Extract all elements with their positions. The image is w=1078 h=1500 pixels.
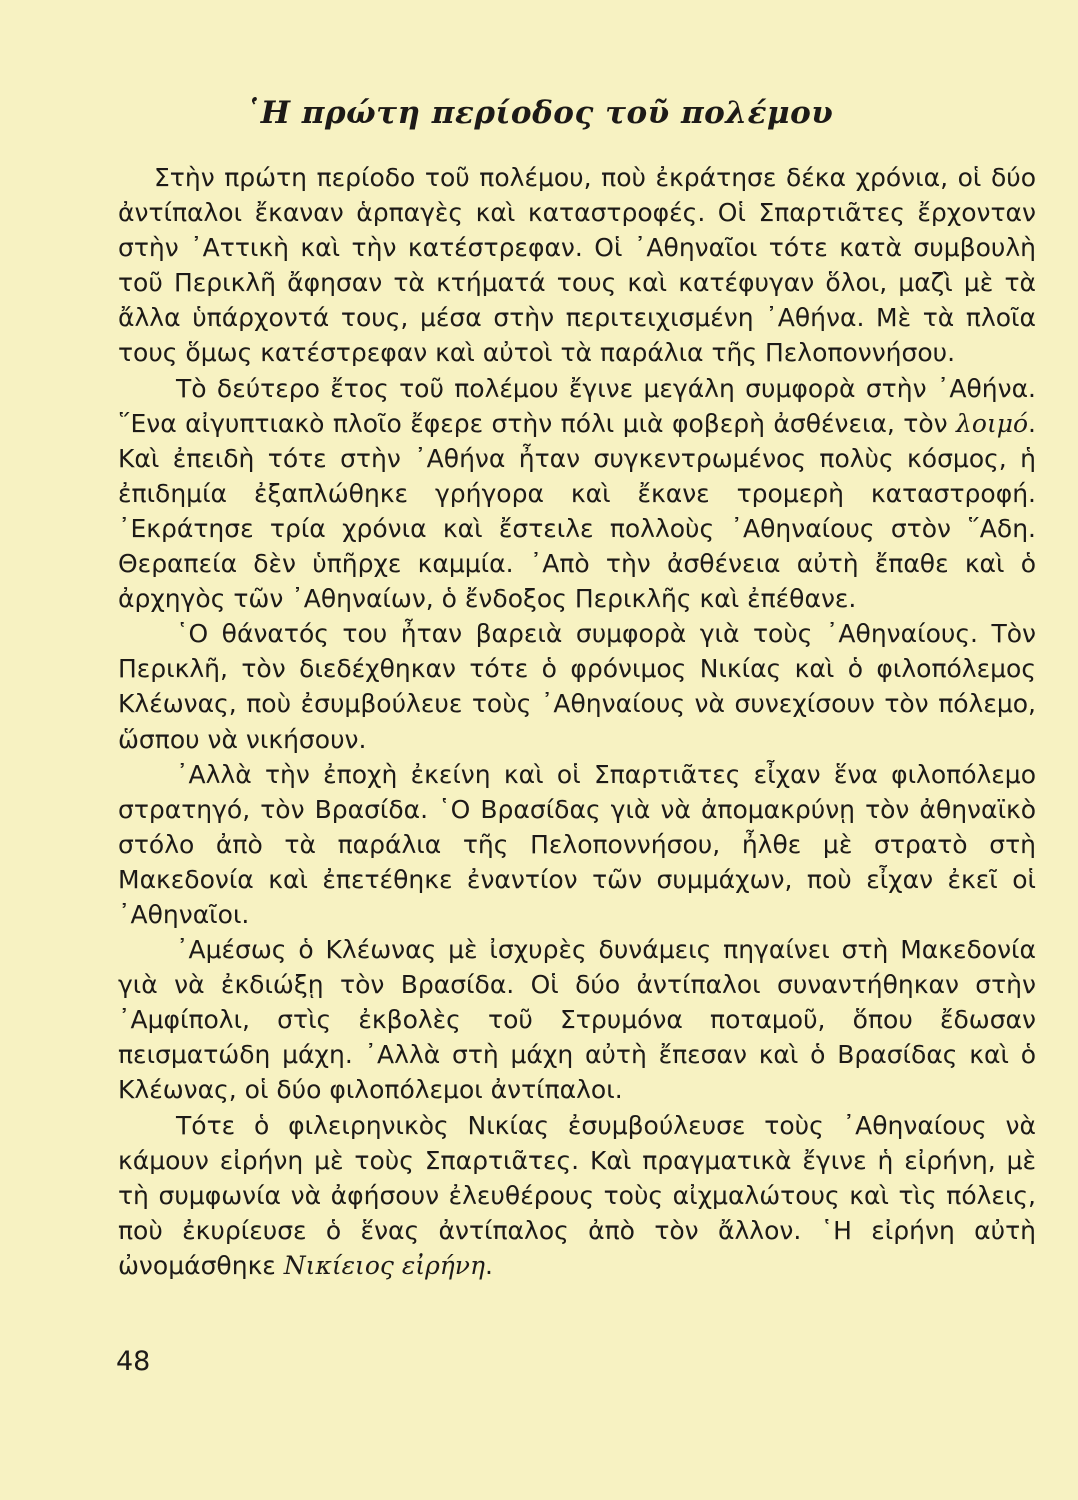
paragraph-4: ᾿Αλλὰ τὴν ἐποχὴ ἐκείνη καὶ οἱ Σπαρτιᾶτες εἶχαν ἕνα φιλοπόλεμο στρατηγό, τὸν Βρασίδα. ῾Ο Βρασίδας γιὰ νὰ ἀπομακρύνῃ τὸν ἀθηναϊκὸ στόλο ἀπὸ τὰ παράλια τῆς Πελοποννήσου, ἦλθε μὲ στρατὸ στὴ Μακεδονία καὶ ἐπετέθηκε ἐναντίον τῶν συμμάχων, ποὺ εἶχαν ἐκεῖ οἱ ᾿Αθηναῖοι.: [118, 759, 1036, 929]
paragraph-6-end: .: [484, 1250, 493, 1280]
paragraph-2: [118, 371, 1036, 617]
page-number: 48: [116, 1346, 151, 1377]
body-text: [118, 160, 1036, 1283]
chapter-title: ῾Η πρώτη περίοδος τοῦ πολέμου: [244, 95, 834, 131]
paragraph-6-start: Τότε ὁ φιλειρηνικὸς Νικίας ἐσυμβούλευσε τοὺς ᾿Αθηναίους νὰ κάμουν εἰρήνη μὲ τοὺς Σπαρτιᾶτες. Καὶ πραγματικὰ ἔγινε ἡ εἰρήνη, μὲ τὴ συμφωνία νὰ ἀφήσουν ἐλευθέρους τοὺς αἰχμαλώτους καὶ τὶς πόλεις, ποὺ ἐκυρίευσε ὁ ἕνας ἀντίπαλος ἀπὸ τὸν ἄλλον. ῾Η εἰρήνη αὐτὴ ὠνομάσθηκε: [118, 1110, 1036, 1280]
paragraph-6: [118, 1108, 1036, 1283]
paragraph-3: ῾Ο θάνατός του ἦταν βαρειὰ συμφορὰ γιὰ τοὺς ᾿Αθηναίους. Τὸν Περικλῆ, τὸν διεδέχθηκαν τότε ὁ φρόνιμος Νικίας καὶ ὁ φιλοπόλεμος Κλέωνας, ποὺ ἐσυμβούλευε τοὺς ᾿Αθηναίους νὰ συνεχίσουν τὸν πόλεμο, ὥσπου νὰ νικήσουν.: [118, 619, 1036, 754]
paragraph-1: Στὴν πρώτη περίοδο τοῦ πολέμου, ποὺ ἐκράτησε δέκα χρόνια, οἱ δύο ἀντίπαλοι ἔκαναν ἁρπαγὲς καὶ καταστροφές. Οἱ Σπαρτιᾶτες ἔρχονταν στὴν ᾿Αττικὴ καὶ τὴν κατέστρεφαν. Οἱ ᾿Αθηναῖοι τότε κατὰ συμβουλὴ τοῦ Περικλῆ ἄφησαν τὰ κτήματά τους καὶ κατέφυγαν ὅλοι, μαζὶ μὲ τὰ ἄλλα ὑπάρχοντά τους, μέσα στὴν περιτειχισμένη ᾿Αθήνα. Μὲ τὰ πλοῖα τους ὅμως κατέστρεφαν καὶ αὐτοὶ τὰ παράλια τῆς Πελοποννήσου.: [118, 163, 1036, 368]
emphasis-peace-of-nicias: Νικίειος εἰρήνη: [283, 1250, 485, 1280]
emphasis-plague: λοιμό: [956, 408, 1029, 438]
paragraph-5: ᾿Αμέσως ὁ Κλέωνας μὲ ἰσχυρὲς δυνάμεις πηγαίνει στὴ Μακεδονία γιὰ νὰ ἐκδιώξῃ τὸν Βρασίδα. Οἱ δύο ἀντίπαλοι συναντήθηκαν στὴν ᾿Αμφίπολι, στὶς ἐκβολὲς τοῦ Στρυμόνα ποταμοῦ, ὅπου ἔδωσαν πεισματώδη μάχη. ᾿Αλλὰ στὴ μάχη αὐτὴ ἔπεσαν καὶ ὁ Βρασίδας καὶ ὁ Κλέωνας, οἱ δύο φιλοπόλεμοι ἀντίπαλοι.: [118, 935, 1036, 1105]
paragraph-2-end: . Καὶ ἐπειδὴ τότε στὴν ᾿Αθήνα ἦταν συγκεντρωμένος πολὺς κόσμος, ἡ ἐπιδημία ἐξαπλώθηκε γρήγορα καὶ ἔκανε τρομερὴ καταστροφή. ᾿Εκράτησε τρία χρόνια καὶ ἔστειλε πολλοὺς ᾿Αθηναίους στὸν ῞Αδη. Θεραπεία δὲν ὑπῆρχε καμμία. ᾿Απὸ τὴν ἀσθένεια αὐτὴ ἔπαθε καὶ ὁ ἀρχηγὸς τῶν ᾿Αθηναίων, ὁ ἔνδοξος Περικλῆς καὶ ἐπέθανε.: [118, 408, 1036, 614]
paragraph-2-start: Τὸ δεύτερο ἔτος τοῦ πολέμου ἔγινε μεγάλη συμφορὰ στὴν ᾿Αθήνα. ῞Ενα αἰγυπτιακὸ πλοῖο ἔφερε στὴν πόλι μιὰ φοβερὴ ἀσθένεια, τὸν: [118, 373, 1036, 438]
